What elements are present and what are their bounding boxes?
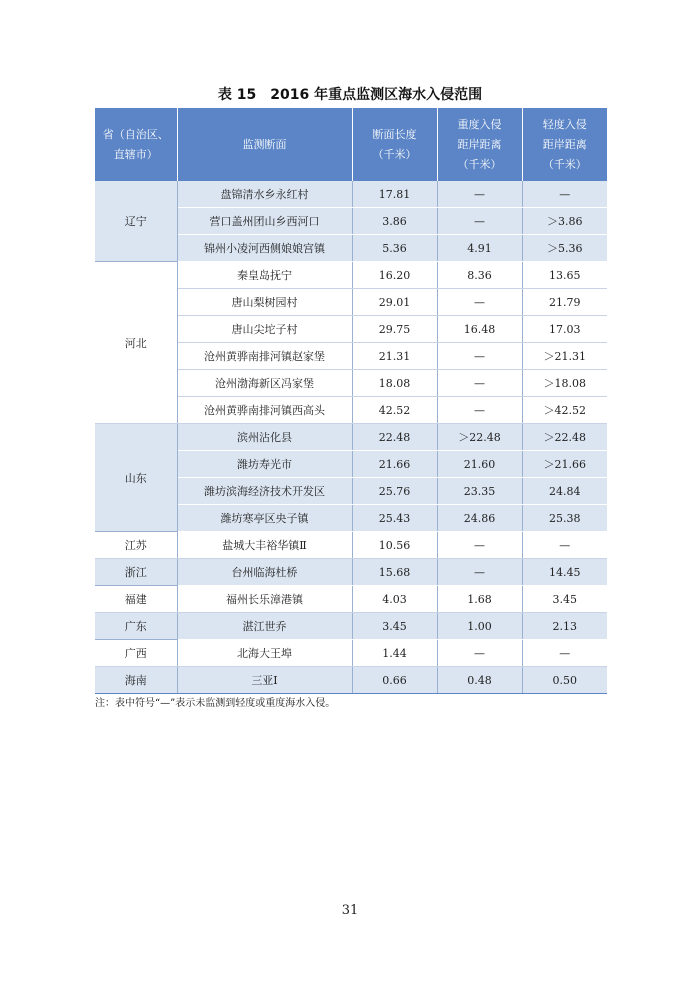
severe-distance-cell: 1.68 [437, 586, 522, 613]
length-cell: 4.03 [352, 586, 437, 613]
header-section [177, 108, 352, 181]
header-line: 距岸距离 [457, 137, 502, 151]
mild-distance-cell: 25.38 [522, 505, 607, 532]
length-cell: 3.86 [352, 208, 437, 235]
header-line: （千米） [542, 157, 587, 171]
section-cell: 营口盖州团山乡西河口 [177, 208, 352, 235]
header-line: 直辖市） [113, 147, 158, 161]
province-cell: 辽宁 [95, 181, 177, 262]
table-row [95, 640, 607, 667]
mild-distance-cell: — [522, 640, 607, 667]
section-cell: 湛江世乔 [177, 613, 352, 640]
length-cell: 10.56 [352, 532, 437, 559]
header-length [352, 108, 437, 181]
severe-distance-cell: — [437, 397, 522, 424]
seawater-intrusion-table [95, 108, 607, 694]
header-line: 监测断面 [242, 137, 287, 151]
mild-distance-cell: 21.79 [522, 289, 607, 316]
severe-distance-cell: — [437, 208, 522, 235]
length-cell: 25.43 [352, 505, 437, 532]
header-line: 距岸距离 [542, 137, 587, 151]
table-row [95, 424, 607, 451]
length-cell: 18.08 [352, 370, 437, 397]
table-row [95, 559, 607, 586]
mild-distance-cell: 0.50 [522, 667, 607, 694]
header-line: （千米） [457, 157, 502, 171]
length-cell: 22.48 [352, 424, 437, 451]
section-cell: 唐山梨树园村 [177, 289, 352, 316]
table-row [95, 181, 607, 208]
severe-distance-cell: — [437, 640, 522, 667]
section-cell: 盐城大丰裕华镇Ⅱ [177, 532, 352, 559]
province-cell: 海南 [95, 667, 177, 694]
severe-distance-cell: 1.00 [437, 613, 522, 640]
length-cell: 16.20 [352, 262, 437, 289]
mild-distance-cell: — [522, 532, 607, 559]
table-row [95, 262, 607, 289]
table-row [95, 667, 607, 694]
severe-distance-cell: 8.36 [437, 262, 522, 289]
mild-distance-cell: ＞5.36 [522, 235, 607, 262]
header-line: 断面长度 [372, 127, 417, 141]
section-cell: 沧州黄骅南排河镇西高头 [177, 397, 352, 424]
header-line: 轻度入侵 [542, 117, 587, 131]
section-cell: 福州长乐漳港镇 [177, 586, 352, 613]
section-cell: 沧州渤海新区冯家堡 [177, 370, 352, 397]
severe-distance-cell: 21.60 [437, 451, 522, 478]
length-cell: 29.75 [352, 316, 437, 343]
length-cell: 21.31 [352, 343, 437, 370]
mild-distance-cell: 3.45 [522, 586, 607, 613]
header-mild [522, 108, 607, 181]
mild-distance-cell: 14.45 [522, 559, 607, 586]
header-province [95, 108, 177, 181]
severe-distance-cell: 16.48 [437, 316, 522, 343]
province-cell: 广西 [95, 640, 177, 667]
section-cell: 三亚Ⅰ [177, 667, 352, 694]
severe-distance-cell: — [437, 532, 522, 559]
header-line: 省（自治区、 [102, 127, 169, 141]
table-row [95, 613, 607, 640]
province-cell: 广东 [95, 613, 177, 640]
province-cell: 福建 [95, 586, 177, 613]
severe-distance-cell: 0.48 [437, 667, 522, 694]
section-cell: 沧州黄骅南排河镇赵家堡 [177, 343, 352, 370]
page-number: 31 [341, 903, 359, 918]
section-cell: 唐山尖坨子村 [177, 316, 352, 343]
section-cell: 潍坊滨海经济技术开发区 [177, 478, 352, 505]
severe-distance-cell: — [437, 289, 522, 316]
section-cell: 滨州沾化县 [177, 424, 352, 451]
mild-distance-cell: ＞22.48 [522, 424, 607, 451]
province-cell: 江苏 [95, 532, 177, 559]
header-severe [437, 108, 522, 181]
mild-distance-cell: 17.03 [522, 316, 607, 343]
length-cell: 0.66 [352, 667, 437, 694]
mild-distance-cell: ＞21.66 [522, 451, 607, 478]
table-note: 注：表中符号“—”表示未监测到轻度或重度海水入侵。 [95, 698, 336, 709]
length-cell: 3.45 [352, 613, 437, 640]
severe-distance-cell: 24.86 [437, 505, 522, 532]
table-row [95, 532, 607, 559]
header-row [95, 108, 607, 181]
table-header [95, 108, 607, 181]
mild-distance-cell: — [522, 181, 607, 208]
section-cell: 秦皇岛抚宁 [177, 262, 352, 289]
mild-distance-cell: 2.13 [522, 613, 607, 640]
province-cell: 河北 [95, 262, 177, 424]
severe-distance-cell: ＞22.48 [437, 424, 522, 451]
length-cell: 5.36 [352, 235, 437, 262]
table-title: 表 15 2016 年重点监测区海水入侵范围 [217, 87, 483, 103]
length-cell: 15.68 [352, 559, 437, 586]
length-cell: 25.76 [352, 478, 437, 505]
severe-distance-cell: 4.91 [437, 235, 522, 262]
mild-distance-cell: ＞3.86 [522, 208, 607, 235]
section-cell: 北海大王埠 [177, 640, 352, 667]
mild-distance-cell: ＞21.31 [522, 343, 607, 370]
length-cell: 21.66 [352, 451, 437, 478]
severe-distance-cell: — [437, 181, 522, 208]
table-row [95, 586, 607, 613]
length-cell: 42.52 [352, 397, 437, 424]
mild-distance-cell: 24.84 [522, 478, 607, 505]
table-body [95, 181, 607, 694]
province-cell: 山东 [95, 424, 177, 532]
severe-distance-cell: — [437, 559, 522, 586]
mild-distance-cell: ＞18.08 [522, 370, 607, 397]
severe-distance-cell: 23.35 [437, 478, 522, 505]
length-cell: 17.81 [352, 181, 437, 208]
header-line: （千米） [372, 147, 417, 161]
province-cell: 浙江 [95, 559, 177, 586]
length-cell: 1.44 [352, 640, 437, 667]
section-cell: 潍坊寿光市 [177, 451, 352, 478]
mild-distance-cell: ＞42.52 [522, 397, 607, 424]
section-cell: 台州临海杜桥 [177, 559, 352, 586]
section-cell: 潍坊寒亭区央子镇 [177, 505, 352, 532]
header-line: 重度入侵 [457, 117, 502, 131]
mild-distance-cell: 13.65 [522, 262, 607, 289]
section-cell: 盘锦清水乡永红村 [177, 181, 352, 208]
severe-distance-cell: — [437, 370, 522, 397]
section-cell: 锦州小凌河西侧娘娘宫镇 [177, 235, 352, 262]
severe-distance-cell: — [437, 343, 522, 370]
length-cell: 29.01 [352, 289, 437, 316]
